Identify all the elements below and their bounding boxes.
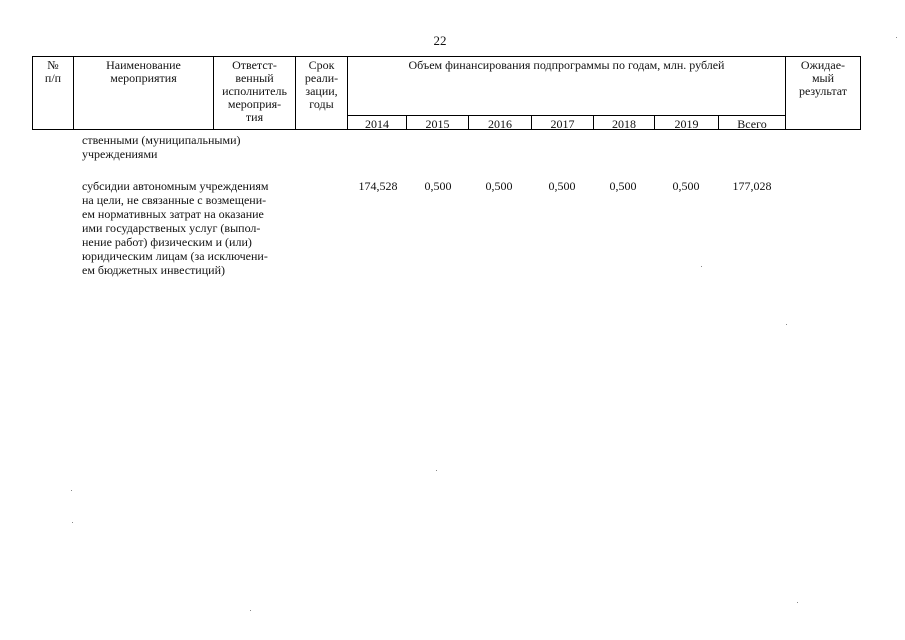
header-result xyxy=(786,59,860,98)
value-2016: 0,500 xyxy=(485,179,513,193)
year-2019: 2019 xyxy=(674,117,699,131)
header-num-line: п/п xyxy=(44,71,62,85)
header-term-line: реали- xyxy=(304,71,339,85)
row-continuation-name xyxy=(82,133,241,161)
header-result-line: результат xyxy=(798,84,848,98)
header-num-line: № xyxy=(47,58,59,72)
row-name-line: на цели, не связанные с возмещени- xyxy=(82,193,267,207)
header-result-line: Ожидае- xyxy=(800,58,846,72)
header-border-right xyxy=(860,56,861,130)
header-funding: Объем финансирования подпрограммы по годам, млн. рублей xyxy=(408,58,725,72)
header-responsible-line: исполнитель xyxy=(222,84,287,98)
value-2014: 174,528 xyxy=(358,179,398,193)
year-2017: 2017 xyxy=(550,117,575,131)
scan-speck xyxy=(72,522,73,523)
year-total: Всего xyxy=(737,117,767,131)
row-name-line: ем нормативных затрат на оказание xyxy=(82,207,264,221)
header-name xyxy=(74,59,213,85)
header-result-line: мый xyxy=(811,71,835,85)
scan-speck xyxy=(896,37,897,38)
header-term-line: Срок xyxy=(308,58,335,72)
header-term xyxy=(296,59,347,111)
header-name-line: мероприятия xyxy=(110,71,177,85)
header-term-line: годы xyxy=(309,97,334,111)
header-border-top xyxy=(32,56,861,57)
year-2015: 2015 xyxy=(425,117,450,131)
value-2018: 0,500 xyxy=(609,179,637,193)
row-name-line: ем бюджетных инвестиций) xyxy=(82,263,225,277)
year-2018: 2018 xyxy=(612,117,636,131)
header-responsible xyxy=(214,59,295,124)
scan-speck xyxy=(786,324,787,325)
header-term-line: зации, xyxy=(305,84,338,98)
scan-speck xyxy=(250,610,251,611)
header-border-bottom-result xyxy=(785,129,861,130)
row-name-line: ственными (муниципальными) xyxy=(82,133,241,147)
header-responsible-line: мероприя- xyxy=(227,97,282,111)
year-2014: 2014 xyxy=(365,117,389,131)
header-name-line: Наименование xyxy=(106,58,181,72)
scan-speck xyxy=(436,470,437,471)
row-name-line: ими государственых услуг (выпол- xyxy=(82,221,261,235)
header-responsible-line: венный xyxy=(235,71,274,85)
scan-speck xyxy=(71,490,72,491)
year-2016: 2016 xyxy=(488,117,512,131)
row-name-line: учреждениями xyxy=(82,147,158,161)
row-name-line: юридическим лицам (за исключени- xyxy=(82,249,268,263)
scan-speck xyxy=(701,266,702,267)
value-2015: 0,500 xyxy=(424,179,452,193)
row-name-line: субсидии автономным учреждениям xyxy=(82,179,269,193)
header-responsible-line: тия xyxy=(245,110,264,124)
value-2019: 0,500 xyxy=(672,179,700,193)
header-border-bottom-left xyxy=(32,129,347,130)
row-subsidy-name xyxy=(82,179,269,277)
header-num xyxy=(33,59,73,85)
scan-speck xyxy=(797,602,798,603)
page-number: 22 xyxy=(433,33,447,48)
header-responsible-line: Ответст- xyxy=(232,58,277,72)
row-name-line: нение работ) физическим и (или) xyxy=(82,235,252,249)
value-2017: 0,500 xyxy=(548,179,576,193)
table-header xyxy=(32,56,861,130)
years-top-line xyxy=(347,115,785,116)
value-total: 177,028 xyxy=(732,179,772,193)
